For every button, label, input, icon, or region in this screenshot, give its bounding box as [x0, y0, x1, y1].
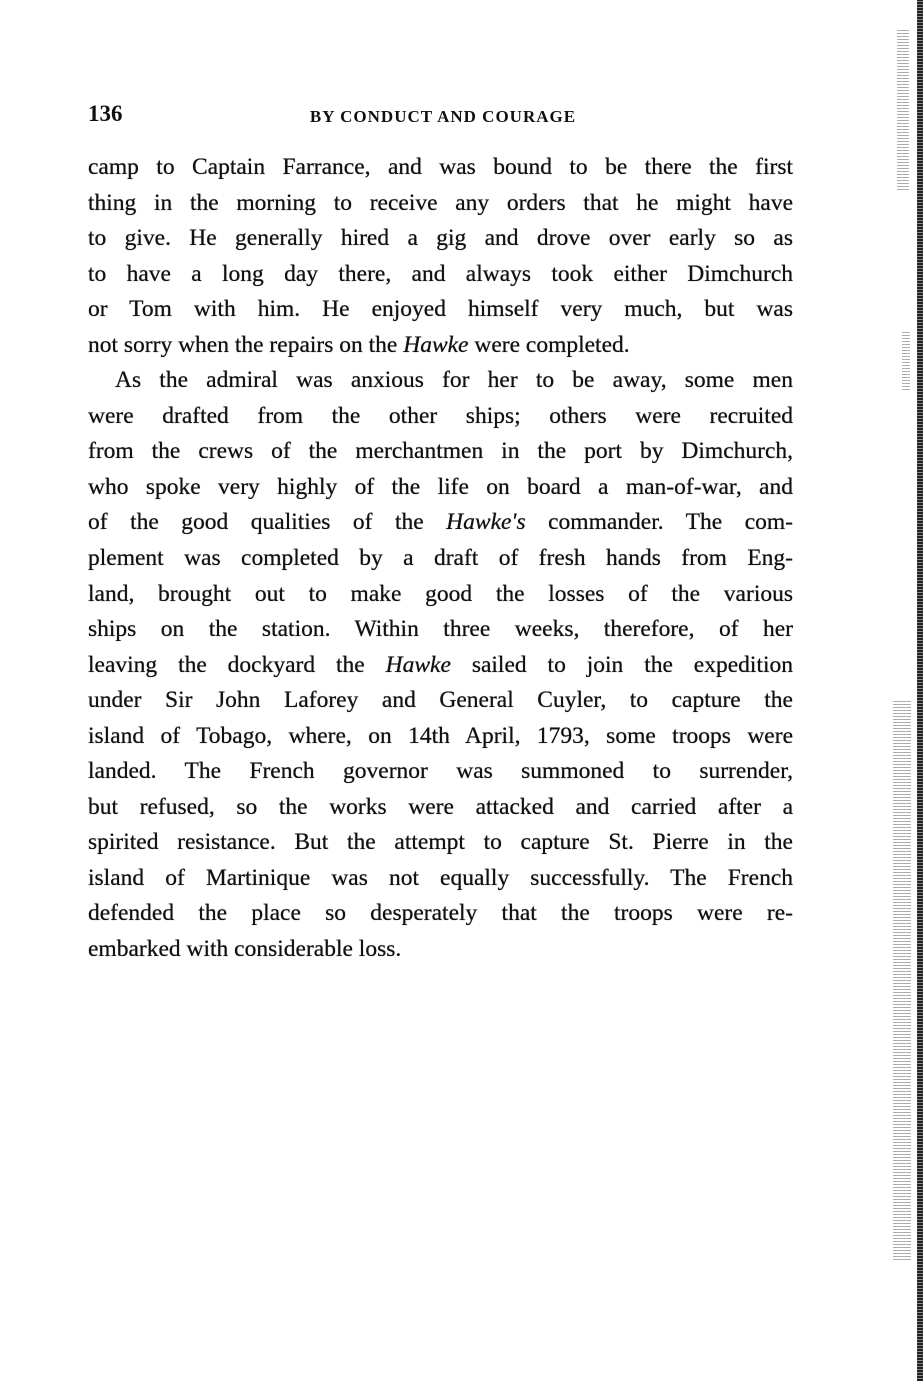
text-segment: thing in the morning to receive any orders that he might have [88, 189, 793, 216]
text-line [88, 790, 793, 826]
text-segment: were drafted from the other ships; others were recruited [88, 402, 793, 429]
text-line [88, 363, 793, 399]
text-segment: but refused, so the works were attacked and carried after a [88, 793, 793, 820]
text-line [88, 150, 793, 186]
text-segment: leaving the dockyard the [88, 651, 386, 678]
text-segment: sailed to join the expedition [450, 651, 794, 678]
text-line [88, 434, 793, 470]
text-segment: under Sir John Laforey and General Cuyler, to capture the [88, 687, 793, 714]
text-segment: commander. The com- [525, 509, 793, 536]
text-line [88, 648, 793, 684]
text-segment: plement was completed by a draft of fresh hands from Eng- [88, 545, 793, 572]
text-line [88, 861, 793, 897]
text-segment: ships on the station. Within three weeks, therefore, of her [88, 616, 793, 643]
text-line [88, 541, 793, 577]
text-segment: of the good qualities of the [88, 509, 447, 536]
text-segment: embarked with considerable loss. [88, 936, 402, 963]
text-line [88, 292, 793, 328]
text-line [88, 683, 793, 719]
scan-artifact [902, 330, 910, 390]
text-line [88, 470, 793, 506]
text-segment: landed. The French governor was summoned to surrender, [88, 758, 793, 785]
text-segment: island of Martinique was not equally successfully. The French [88, 864, 793, 891]
text-segment: from the crews of the merchantmen in the port by Dimchurch, [88, 438, 793, 465]
text-line [88, 221, 793, 257]
text-line [88, 505, 793, 541]
text-line [88, 257, 793, 293]
italic-text: Hawke [385, 651, 451, 678]
text-segment: As the admiral was anxious for her to be away, some men [115, 367, 793, 394]
text-segment: spirited resistance. But the attempt to capture St. Pierre in the [88, 829, 793, 856]
page-edge-shadow [917, 0, 923, 1381]
body-text [88, 150, 793, 968]
text-line [88, 612, 793, 648]
italic-text: Hawke [403, 331, 469, 358]
running-title: BY CONDUCT AND COURAGE [309, 107, 577, 126]
text-line [88, 186, 793, 222]
text-line [88, 328, 793, 364]
text-segment: defended the place so desperately that the troops were re- [88, 900, 793, 927]
text-segment: to give. He generally hired a gig and drove over early so as [88, 225, 793, 252]
text-segment: or Tom with him. He enjoyed himself very much, but was [88, 296, 793, 323]
text-segment: camp to Captain Farrance, and was bound to be there the first [88, 154, 793, 180]
text-line [88, 754, 793, 790]
text-segment: to have a long day there, and always took either Dimchurch [88, 260, 793, 287]
text-line [88, 399, 793, 435]
text-segment: were completed. [468, 331, 630, 358]
text-line [88, 825, 793, 861]
page-number: 136 [88, 101, 123, 126]
text-line [88, 577, 793, 613]
italic-text: Hawke's [446, 509, 526, 536]
text-line [88, 719, 793, 755]
scan-artifact [897, 30, 909, 190]
text-line [88, 932, 793, 968]
text-segment: island of Tobago, where, on 14th April, 1793, some troops were [88, 722, 793, 749]
text-line [88, 896, 793, 932]
text-segment: who spoke very highly of the life on board a man-of-war, and [88, 473, 793, 500]
text-segment: not sorry when the repairs on the [88, 331, 404, 358]
text-segment: land, brought out to make good the losses of the various [88, 580, 793, 607]
scan-artifact [893, 700, 911, 1260]
